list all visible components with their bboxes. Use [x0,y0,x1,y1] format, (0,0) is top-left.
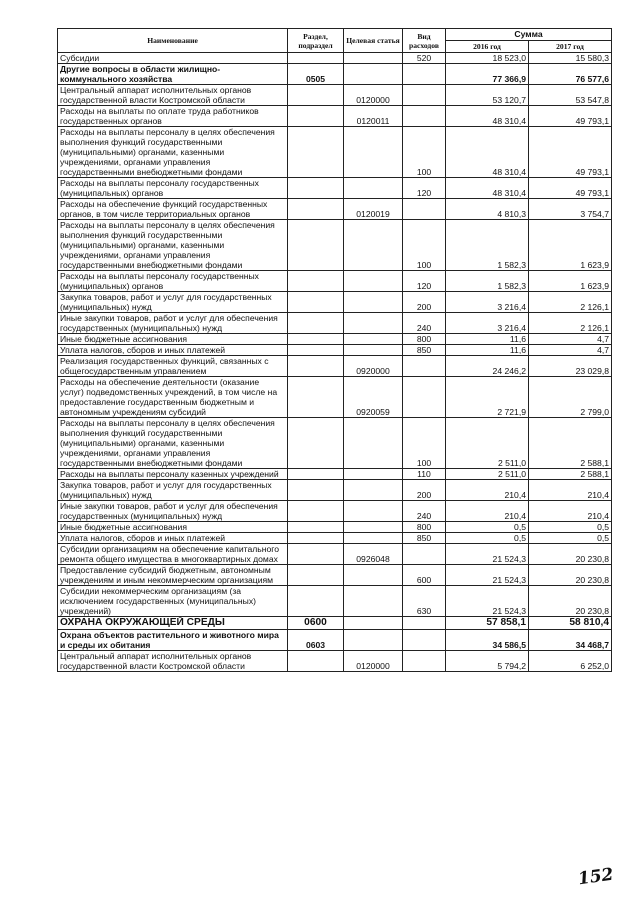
cell-target [344,418,403,469]
cell-section [288,53,344,64]
table-row [58,586,612,617]
cell-expense-type [403,64,446,85]
cell-amount-2016: 2 721,9 [446,377,529,418]
cell-amount-2016: 5 794,2 [446,651,529,672]
cell-name: Расходы на выплаты по оплате труда работников государственных органов [58,106,288,127]
cell-target: 0120000 [344,651,403,672]
cell-amount-2017: 1 623,9 [529,271,612,292]
cell-amount-2016: 24 246,2 [446,356,529,377]
cell-target [344,565,403,586]
table-row [58,469,612,480]
table-row [58,292,612,313]
table-row [58,199,612,220]
cell-amount-2017: 210,4 [529,501,612,522]
cell-section [288,345,344,356]
cell-name: Иные бюджетные ассигнования [58,334,288,345]
cell-target [344,53,403,64]
cell-amount-2017: 2 126,1 [529,313,612,334]
cell-name: Субсидии организациям на обеспечение капитального ремонта общего имущества в многоквартирных домах [58,544,288,565]
cell-name: Уплата налогов, сборов и иных платежей [58,345,288,356]
cell-expense-type [403,544,446,565]
cell-amount-2017: 20 230,8 [529,586,612,617]
table-row [58,64,612,85]
cell-section [288,480,344,501]
table-row [58,220,612,271]
cell-name: Расходы на обеспечение функций государственных органов, в том числе территориальных органов [58,199,288,220]
cell-section: 0603 [288,630,344,651]
cell-amount-2016: 4 810,3 [446,199,529,220]
cell-name: Закупка товаров, работ и услуг для государственных (муниципальных) нужд [58,480,288,501]
cell-expense-type [403,651,446,672]
table-row [58,313,612,334]
cell-name: Иные закупки товаров, работ и услуг для обеспечения государственных (муниципальных) нужд [58,313,288,334]
table-row [58,533,612,544]
cell-section [288,313,344,334]
cell-target [344,617,403,630]
cell-section [288,271,344,292]
cell-name: ОХРАНА ОКРУЖАЮЩЕЙ СРЕДЫ [58,617,288,630]
cell-amount-2017: 34 468,7 [529,630,612,651]
cell-section [288,377,344,418]
cell-amount-2016: 18 523,0 [446,53,529,64]
table-row [58,271,612,292]
cell-name: Другие вопросы в области жилищно-коммунального хозяйства [58,64,288,85]
cell-name: Расходы на выплаты персоналу государственных (муниципальных) органов [58,178,288,199]
cell-target [344,64,403,85]
cell-target [344,292,403,313]
cell-expense-type: 100 [403,418,446,469]
cell-expense-type: 850 [403,533,446,544]
table-row [58,127,612,178]
table-row [58,334,612,345]
cell-name: Иные закупки товаров, работ и услуг для обеспечения государственных (муниципальных) нужд [58,501,288,522]
cell-target [344,522,403,533]
cell-amount-2017: 2 126,1 [529,292,612,313]
cell-amount-2016: 0,5 [446,522,529,533]
cell-amount-2016: 77 366,9 [446,64,529,85]
cell-name: Расходы на выплаты персоналу казенных учреждений [58,469,288,480]
cell-section [288,522,344,533]
cell-name: Центральный аппарат исполнительных органов государственной власти Костромской области [58,651,288,672]
cell-amount-2016: 48 310,4 [446,127,529,178]
cell-expense-type: 120 [403,271,446,292]
cell-amount-2016: 2 511,0 [446,418,529,469]
cell-amount-2017: 23 029,8 [529,356,612,377]
cell-amount-2017: 1 623,9 [529,220,612,271]
cell-name: Расходы на выплаты персоналу в целях обеспечения выполнения функций государственными (муниципальными) органами, казенными учреждениями, органами управления государственными внебюджетными фондами [58,220,288,271]
cell-name: Иные бюджетные ассигнования [58,522,288,533]
cell-expense-type [403,199,446,220]
cell-amount-2016: 21 524,3 [446,565,529,586]
cell-amount-2016: 48 310,4 [446,178,529,199]
cell-amount-2016: 11,6 [446,334,529,345]
cell-target [344,533,403,544]
cell-name: Субсидии некоммерческим организациям (за исключением государственных (муниципальных) учреждений) [58,586,288,617]
cell-target: 0120000 [344,85,403,106]
cell-expense-type: 800 [403,522,446,533]
cell-section [288,106,344,127]
table-row [58,617,612,630]
cell-section [288,533,344,544]
cell-amount-2016: 3 216,4 [446,292,529,313]
table-row [58,178,612,199]
cell-amount-2017: 0,5 [529,533,612,544]
cell-expense-type: 200 [403,292,446,313]
cell-name: Центральный аппарат исполнительных органов государственной власти Костромской области [58,85,288,106]
cell-name: Расходы на обеспечение деятельности (оказание услуг) подведомственных учреждений, в том числе на предоставление государственным бюджетным и автономным учреждениям субсидий [58,377,288,418]
cell-section [288,178,344,199]
cell-name: Субсидии [58,53,288,64]
cell-expense-type: 800 [403,334,446,345]
cell-target: 0920059 [344,377,403,418]
cell-target [344,220,403,271]
header-sum: Сумма [446,29,612,41]
cell-expense-type: 850 [403,345,446,356]
cell-expense-type: 200 [403,480,446,501]
cell-amount-2017: 2 799,0 [529,377,612,418]
table-row [58,651,612,672]
cell-amount-2017: 76 577,6 [529,64,612,85]
cell-target: 0926048 [344,544,403,565]
cell-target [344,178,403,199]
header-expense-type: Вид расходов [403,29,446,53]
cell-target [344,501,403,522]
cell-expense-type: 520 [403,53,446,64]
cell-section: 0600 [288,617,344,630]
table-row [58,53,612,64]
header-target: Целевая статья [344,29,403,53]
cell-section [288,199,344,220]
cell-amount-2016: 3 216,4 [446,313,529,334]
cell-expense-type: 110 [403,469,446,480]
cell-amount-2016: 1 582,3 [446,271,529,292]
cell-amount-2016: 48 310,4 [446,106,529,127]
cell-amount-2017: 20 230,8 [529,565,612,586]
page-number: 152 [576,864,615,890]
cell-section [288,356,344,377]
cell-name: Расходы на выплаты персоналу государственных (муниципальных) органов [58,271,288,292]
cell-expense-type: 100 [403,220,446,271]
table-row [58,85,612,106]
cell-amount-2017: 58 810,4 [529,617,612,630]
cell-section [288,334,344,345]
cell-amount-2016: 210,4 [446,501,529,522]
cell-target [344,586,403,617]
budget-table [57,28,612,672]
cell-expense-type: 240 [403,313,446,334]
cell-target [344,313,403,334]
header-section: Раздел, подраздел [288,29,344,53]
cell-section: 0505 [288,64,344,85]
cell-amount-2016: 11,6 [446,345,529,356]
cell-amount-2017: 49 793,1 [529,178,612,199]
cell-section [288,586,344,617]
cell-name: Реализация государственных функций, связанных с общегосударственным управлением [58,356,288,377]
table-row [58,377,612,418]
cell-target [344,469,403,480]
cell-amount-2016: 210,4 [446,480,529,501]
cell-amount-2016: 2 511,0 [446,469,529,480]
table-row [58,501,612,522]
table-row [58,522,612,533]
cell-expense-type: 630 [403,586,446,617]
table-row [58,565,612,586]
cell-expense-type: 100 [403,127,446,178]
table-row [58,480,612,501]
cell-expense-type: 600 [403,565,446,586]
cell-expense-type [403,85,446,106]
cell-amount-2017: 15 580,3 [529,53,612,64]
cell-amount-2017: 0,5 [529,522,612,533]
cell-section [288,469,344,480]
table-row [58,345,612,356]
cell-target: 0120011 [344,106,403,127]
cell-name: Расходы на выплаты персоналу в целях обеспечения выполнения функций государственными (муниципальными) органами, казенными учреждениями, органами управления государственными внебюджетными фондами [58,418,288,469]
cell-name: Закупка товаров, работ и услуг для государственных (муниципальных) нужд [58,292,288,313]
cell-expense-type: 240 [403,501,446,522]
cell-section [288,501,344,522]
cell-section [288,220,344,271]
table-row [58,630,612,651]
cell-amount-2016: 21 524,3 [446,586,529,617]
cell-name: Уплата налогов, сборов и иных платежей [58,533,288,544]
cell-amount-2016: 21 524,3 [446,544,529,565]
cell-expense-type [403,356,446,377]
cell-amount-2016: 57 858,1 [446,617,529,630]
cell-amount-2017: 2 588,1 [529,418,612,469]
cell-section [288,418,344,469]
cell-amount-2017: 6 252,0 [529,651,612,672]
cell-target: 0120019 [344,199,403,220]
cell-amount-2017: 20 230,8 [529,544,612,565]
cell-expense-type [403,377,446,418]
cell-target [344,345,403,356]
header-year-2017: 2017 год [529,41,612,53]
cell-expense-type [403,106,446,127]
header-name: Наименование [58,29,288,53]
header-year-2016: 2016 год [446,41,529,53]
table-row [58,106,612,127]
cell-target [344,271,403,292]
cell-expense-type [403,617,446,630]
table-row [58,544,612,565]
table-row [58,418,612,469]
table-row [58,356,612,377]
cell-amount-2017: 49 793,1 [529,127,612,178]
cell-name: Предоставление субсидий бюджетным, автономным учреждениям и иным некоммерческим организациям [58,565,288,586]
cell-amount-2017: 49 793,1 [529,106,612,127]
cell-section [288,651,344,672]
cell-target [344,127,403,178]
cell-expense-type: 120 [403,178,446,199]
cell-amount-2017: 210,4 [529,480,612,501]
cell-name: Охрана объектов растительного и животного мира и среды их обитания [58,630,288,651]
cell-amount-2016: 0,5 [446,533,529,544]
cell-amount-2016: 34 586,5 [446,630,529,651]
cell-section [288,127,344,178]
cell-amount-2016: 53 120,7 [446,85,529,106]
cell-amount-2017: 53 547,8 [529,85,612,106]
cell-amount-2017: 2 588,1 [529,469,612,480]
cell-section [288,292,344,313]
cell-amount-2017: 3 754,7 [529,199,612,220]
cell-target [344,630,403,651]
cell-target [344,334,403,345]
cell-amount-2016: 1 582,3 [446,220,529,271]
cell-section [288,565,344,586]
cell-amount-2017: 4,7 [529,345,612,356]
cell-section [288,544,344,565]
cell-expense-type [403,630,446,651]
cell-target [344,480,403,501]
cell-amount-2017: 4,7 [529,334,612,345]
cell-name: Расходы на выплаты персоналу в целях обеспечения выполнения функций государственными (муниципальными) органами, казенными учреждениями, органами управления государственными внебюджетными фондами [58,127,288,178]
cell-target: 0920000 [344,356,403,377]
cell-section [288,85,344,106]
